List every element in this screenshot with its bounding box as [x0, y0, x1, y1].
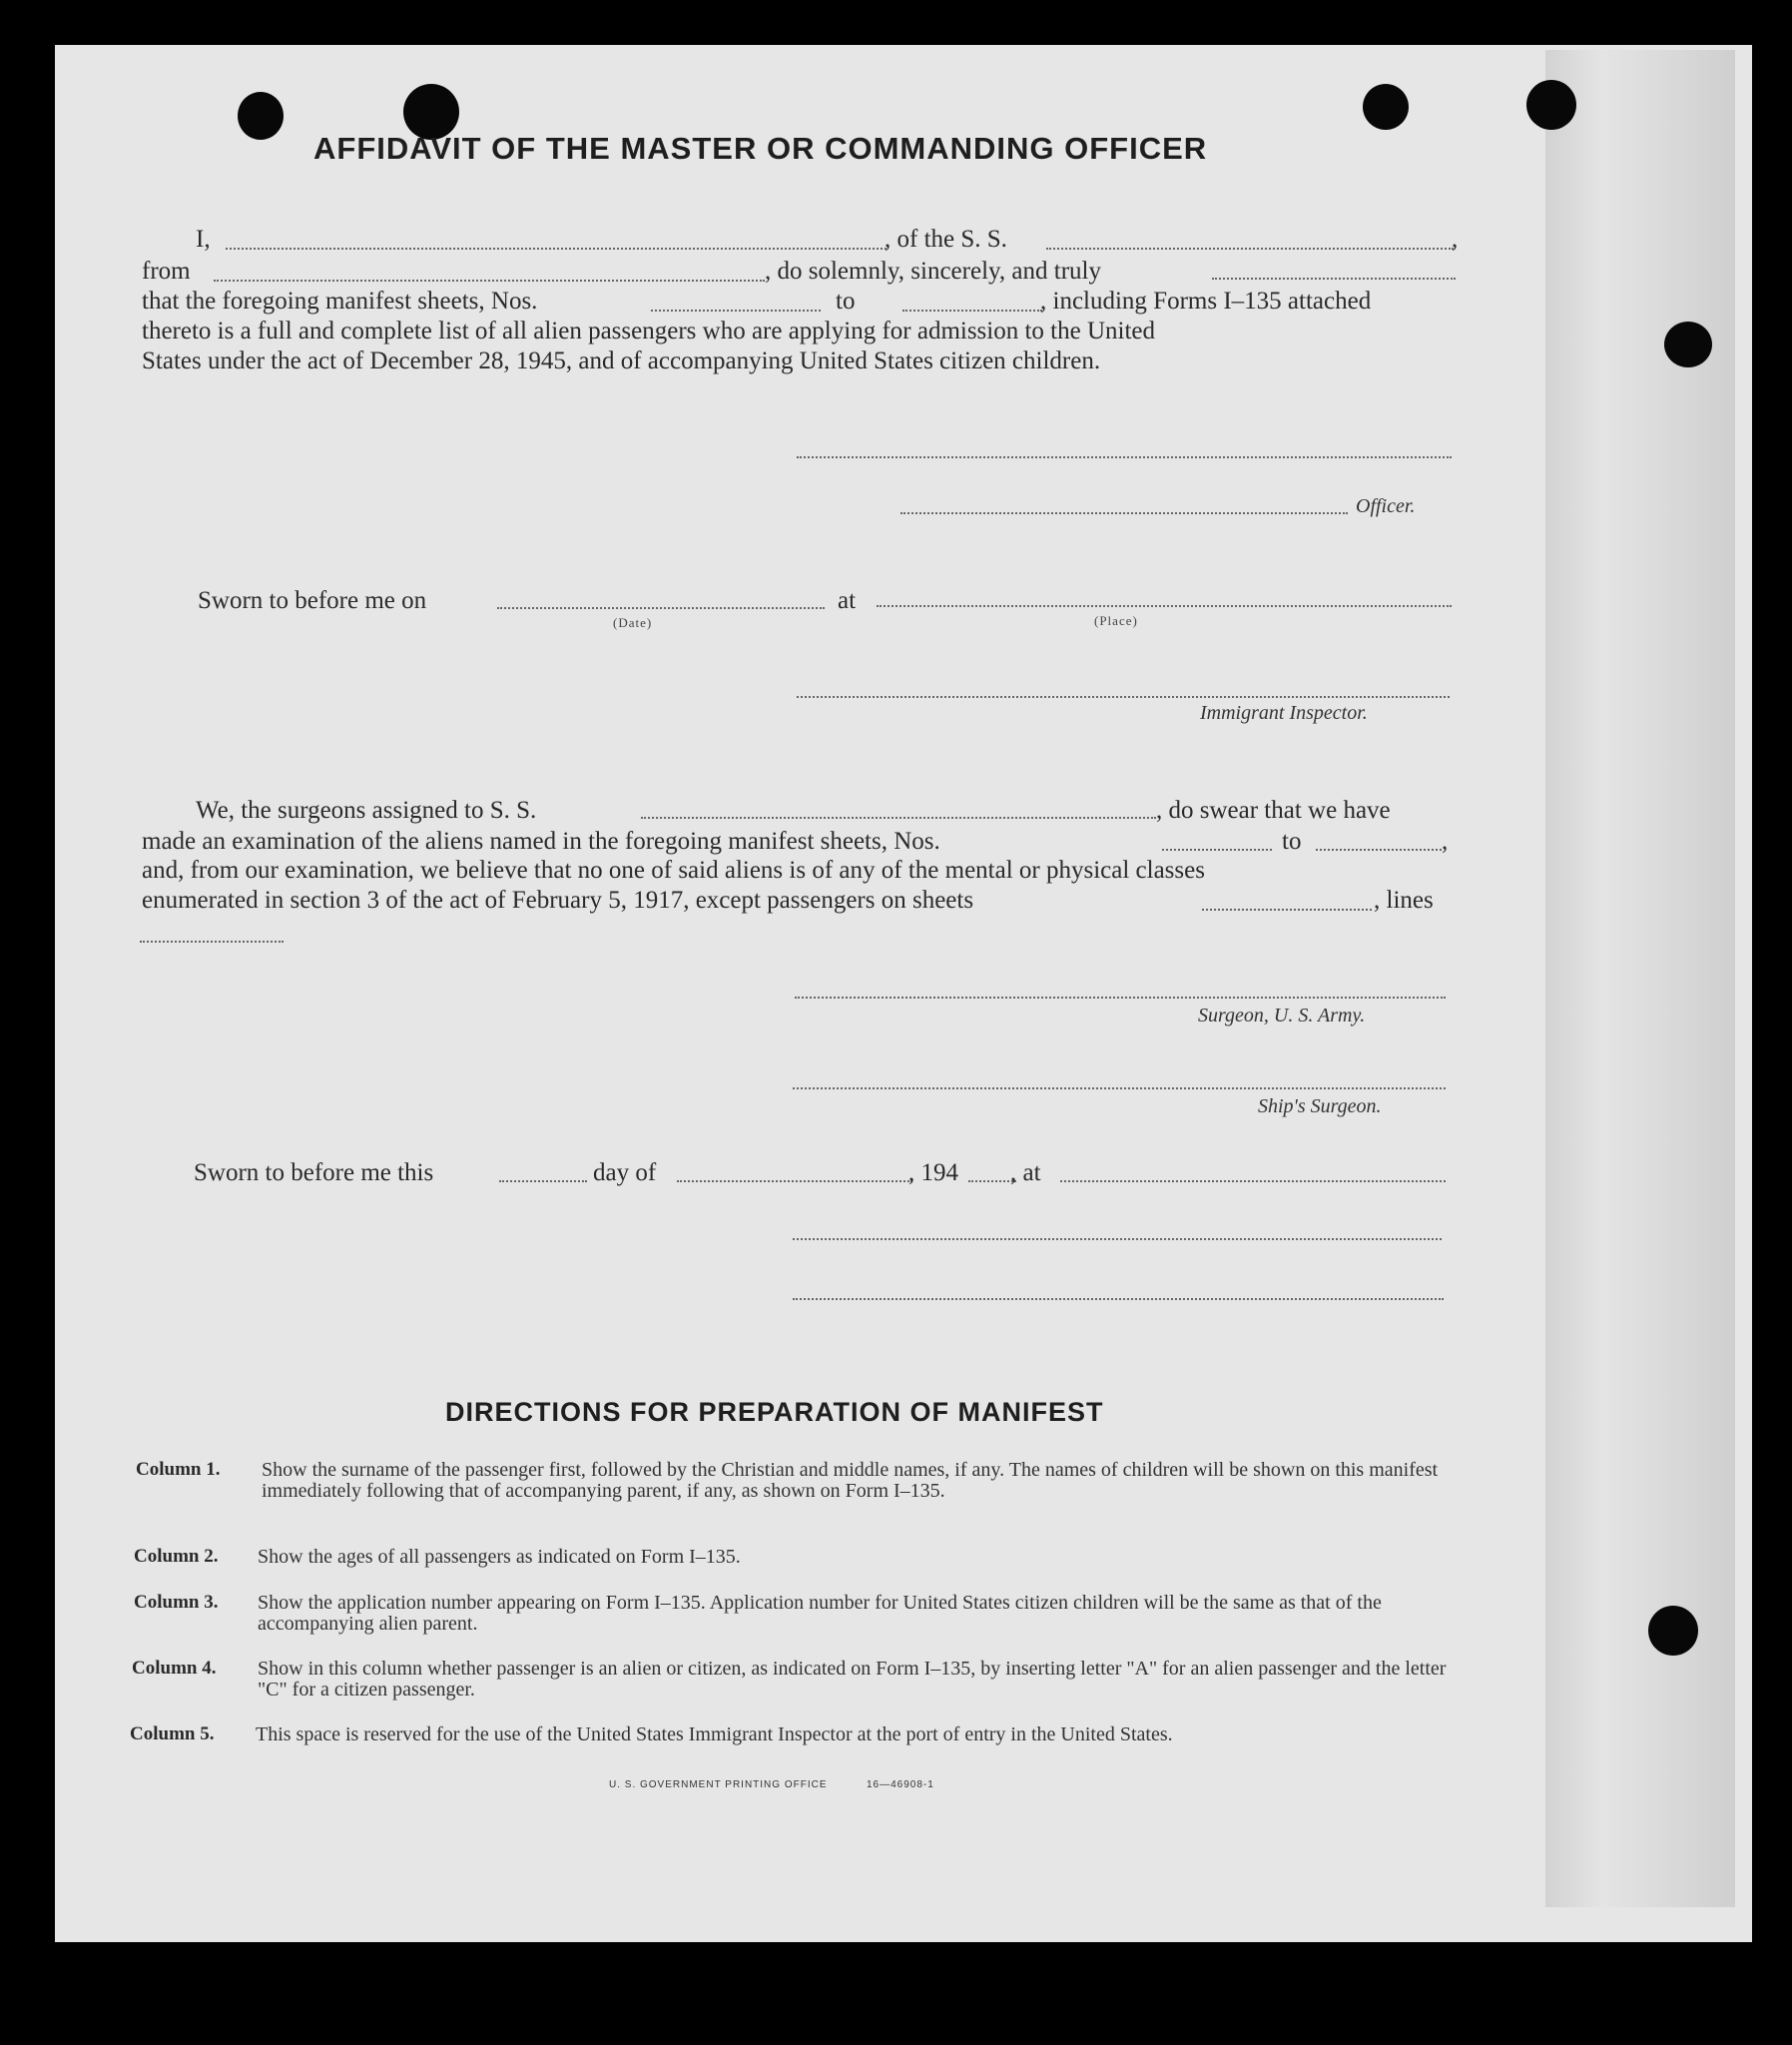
affidavit-manifest-sheets: that the foregoing manifest sheets, Nos. — [142, 288, 538, 315]
punch-hole — [238, 92, 284, 140]
affidavit-title: AFFIDAVIT OF THE MASTER OR COMMANDING OFFICER — [313, 131, 1208, 166]
affidavit-line5: States under the act of December 28, 1945, and of accompanying United States citizen children. — [142, 347, 1101, 374]
date-caption: (Date) — [613, 615, 653, 630]
punch-hole — [1648, 1606, 1698, 1656]
sworn2-day-blank[interactable] — [499, 1180, 587, 1182]
directions-title: DIRECTIONS FOR PREPARATION OF MANIFEST — [445, 1397, 1104, 1427]
surgeons-except-sheets-blank[interactable] — [1202, 909, 1372, 911]
sworn2-year: , 194 — [908, 1159, 958, 1186]
affidavit-line4: thereto is a full and complete list of all alien passengers who are applying for admission to the United — [142, 318, 1156, 344]
ship-surgeon-caption: Ship's Surgeon. — [1258, 1095, 1382, 1117]
affidavit-solemnly: , do solemnly, sincerely, and truly — [765, 258, 1101, 285]
sworn-before-me-on: Sworn to before me on — [198, 587, 427, 614]
inspector-signature-line[interactable] — [797, 696, 1450, 698]
sworn-at: at — [838, 587, 857, 614]
truly-blank[interactable] — [1212, 278, 1456, 280]
surgeons-comma: , — [1442, 828, 1449, 855]
affidavit-including: , including Forms I–135 attached — [1040, 288, 1372, 315]
column-5-label: Column 5. — [130, 1723, 215, 1744]
surgeons-sheets-to-blank[interactable] — [1316, 849, 1442, 851]
punch-hole — [1664, 322, 1712, 367]
surgeons-line4: enumerated in section 3 of the act of February 5, 1917, except passengers on sheets — [142, 887, 974, 914]
sworn-place-blank[interactable] — [877, 605, 1452, 607]
officer-signature-line-2[interactable] — [900, 512, 1348, 514]
place-caption: (Place) — [1094, 613, 1138, 628]
sworn2-at: , at — [1010, 1159, 1041, 1186]
affidavit-i: I, — [196, 226, 211, 253]
ship-surgeon-signature-line[interactable] — [793, 1087, 1446, 1089]
column-4-label: Column 4. — [132, 1658, 217, 1679]
army-surgeon-caption: Surgeon, U. S. Army. — [1198, 1005, 1366, 1026]
affidavit-from: from — [142, 258, 191, 285]
sworn2-day-of: day of — [593, 1159, 657, 1186]
surgeons-prefix: We, the surgeons assigned to S. S. — [196, 797, 537, 824]
master-name-blank[interactable] — [226, 248, 887, 250]
surgeons-line2: made an examination of the aliens named in the foregoing manifest sheets, Nos. — [142, 828, 940, 855]
column-3-text: Show the application number appearing on Form I–135. Application number for United States citizen children will be the same as that of the accompanying alien parent. — [258, 1592, 1382, 1635]
affidavit-of-ss: , of the S. S. — [885, 226, 1007, 253]
sheets-from-blank[interactable] — [651, 310, 821, 312]
sworn2-month-blank[interactable] — [677, 1180, 912, 1182]
surgeons-ship-blank[interactable] — [641, 817, 1156, 819]
officer-signature-line-1[interactable] — [797, 456, 1452, 458]
surgeons-lines: , lines — [1374, 887, 1434, 914]
column-2-text: Show the ages of all passengers as indicated on Form I–135. — [258, 1546, 741, 1568]
sworn2-signature-line-1[interactable] — [793, 1238, 1442, 1240]
surgeons-lines-blank[interactable] — [140, 941, 284, 943]
column-4-text: Show in this column whether passenger is an alien or citizen, as indicated on Form I–135, by inserting letter "A" for an alien passenger and the letter "C" for a citizen passenger. — [258, 1658, 1447, 1701]
ship-name-blank[interactable] — [1046, 248, 1454, 250]
column-5-text: This space is reserved for the use of the United States Immigrant Inspector at the port of entry in the United States. — [256, 1723, 1173, 1745]
affidavit-to: to — [836, 288, 856, 315]
sworn-date-blank[interactable] — [497, 607, 825, 609]
sworn2-signature-line-2[interactable] — [793, 1298, 1444, 1300]
column-1-label: Column 1. — [136, 1459, 221, 1480]
surgeons-swear: , do swear that we have — [1156, 797, 1391, 824]
printing-office-imprint: U. S. GOVERNMENT PRINTING OFFICE — [609, 1779, 828, 1790]
affidavit-comma: , — [1452, 226, 1459, 253]
column-1-text: Show the surname of the passenger first, followed by the Christian and middle names, if any. The names of children will be shown on this manifest immediately following that of accompanying parent, if any, as shown on Form I–135. — [262, 1459, 1439, 1502]
binding-strip — [1545, 50, 1735, 1907]
sworn2-place-blank[interactable] — [1060, 1180, 1446, 1182]
column-3-label: Column 3. — [134, 1592, 219, 1613]
army-surgeon-signature-line[interactable] — [795, 997, 1446, 999]
sworn2-year-blank[interactable] — [968, 1180, 1016, 1182]
surgeons-line3: and, from our examination, we believe that no one of said aliens is of any of the mental or physical classes — [142, 857, 1205, 884]
surgeons-sheets-from-blank[interactable] — [1162, 849, 1272, 851]
officer-caption: Officer. — [1356, 495, 1416, 517]
port-from-blank[interactable] — [214, 280, 765, 282]
punch-hole — [1363, 84, 1409, 130]
punch-hole — [1526, 80, 1576, 130]
sworn2-prefix: Sworn to before me this — [194, 1159, 434, 1186]
column-2-label: Column 2. — [134, 1546, 219, 1567]
sheets-to-blank[interactable] — [902, 310, 1042, 312]
form-code: 16—46908-1 — [867, 1779, 934, 1790]
inspector-caption: Immigrant Inspector. — [1200, 702, 1368, 724]
surgeons-to: to — [1282, 828, 1302, 855]
